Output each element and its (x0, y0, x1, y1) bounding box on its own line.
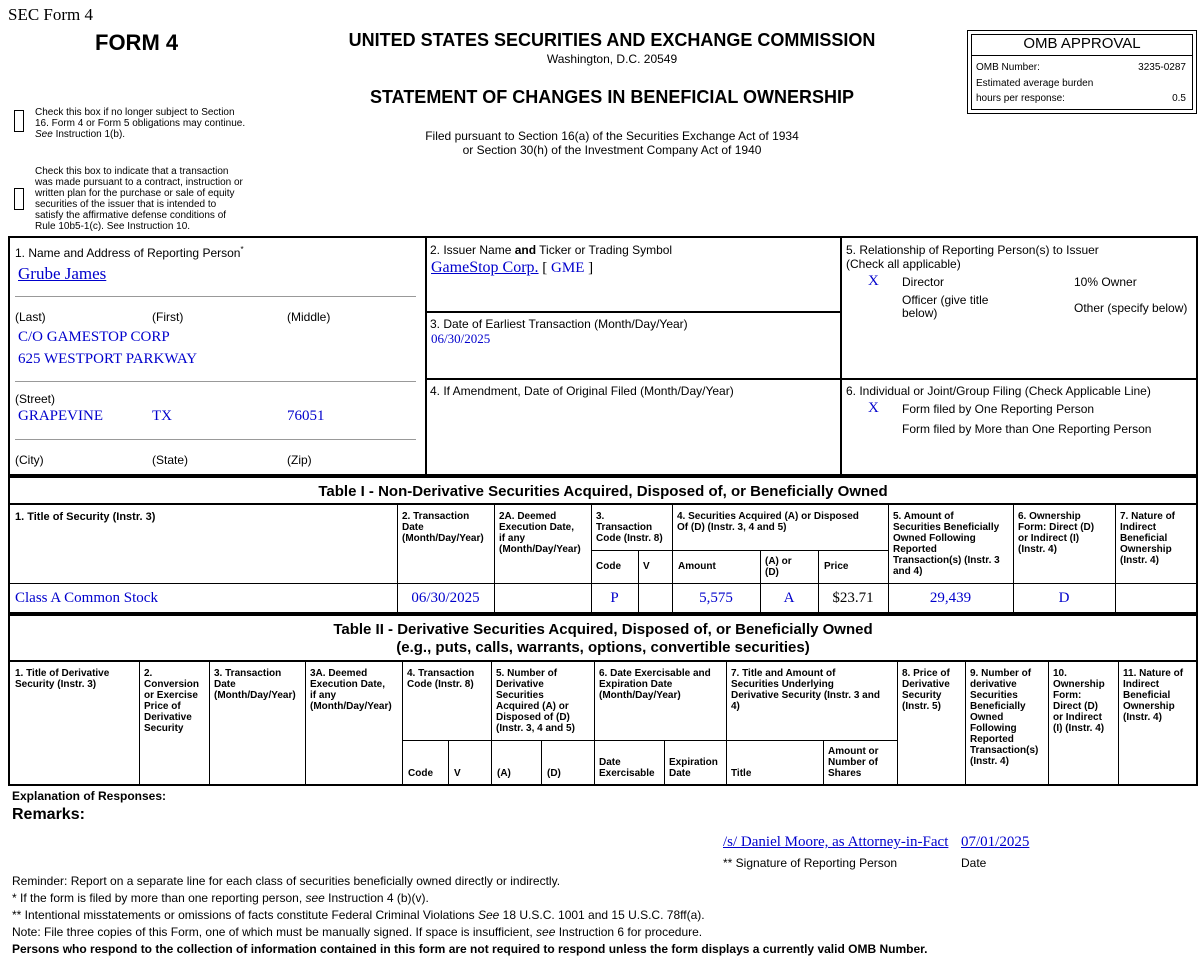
t1-col6-header: 6. Ownership Form: Direct (D) or Indirect (I) (Instr. 4) (1018, 511, 1095, 555)
t2-sub-date-exercisable: Date Exercisable (599, 757, 655, 779)
other-label: Other (specify below) (1074, 301, 1188, 315)
box1-label: 1. Name and Address of Reporting Person* (15, 245, 244, 260)
issuer-name-link[interactable]: GameStop Corp. (431, 259, 539, 276)
reminder-note: Reminder: Report on a separate line for each class of securities beneficially owned directly or indirectly. (12, 874, 561, 888)
t1-row-amount: 5,575 (699, 590, 733, 606)
t1-col4-header: 4. Securities Acquired (A) or Disposed Of (D) (Instr. 3, 4 and 5) (677, 511, 859, 533)
no-longer-subject-text: Check this box if no longer subject to Section 16. Form 4 or Form 5 obligations may continue. See Instruction 1(b). (35, 107, 246, 140)
t1-col1-header: 1. Title of Security (Instr. 3) (15, 511, 156, 523)
omb-burden: 0.5 (1172, 93, 1186, 104)
signature-label: ** Signature of Reporting Person (723, 856, 898, 870)
street-label: (Street) (15, 392, 56, 406)
t1-sub-v: V (643, 561, 650, 572)
t2-sub-amount-shares: Amount or Number of Shares (828, 746, 879, 779)
t1-row-ownership-form: D (1058, 590, 1070, 606)
t1-sub-a-or-d: (A) or (D) (765, 556, 792, 578)
more-reporting-persons-label: Form filed by More than One Reporting Person (902, 422, 1152, 436)
t1-col5-header: 5. Amount of Securities Beneficially Owned Following Reported Transaction(s) (Instr. 3 and 4) (893, 511, 1000, 577)
director-label: Director (902, 275, 945, 289)
t1-row-code: P (610, 590, 619, 606)
last-label: (Last) (15, 310, 46, 324)
sec-form-label: SEC Form 4 (8, 5, 94, 24)
t1-row-owned-following: 29,439 (929, 590, 972, 606)
director-mark: X (868, 273, 879, 289)
box2-label: 2. Issuer Name and Ticker or Trading Symbol (430, 243, 673, 257)
explanation-of-responses: Explanation of Responses: (12, 789, 167, 803)
middle-label: (Middle) (287, 310, 331, 324)
t2-sub-title: Title (731, 768, 752, 779)
t1-row-a-or-d: A (783, 590, 795, 606)
officer-label: Officer (give title below) (902, 293, 989, 320)
t2-col11-header: 11. Nature of Indirect Beneficial Ownership (Instr. 4) (1123, 668, 1184, 723)
omb-number-label: OMB Number: (976, 62, 1040, 73)
ten-percent-owner-label: 10% Owner (1074, 275, 1137, 289)
t2-col4-header: 4. Transaction Code (Instr. 8) (407, 668, 475, 690)
earliest-transaction-date: 06/30/2025 (431, 331, 491, 346)
table1-title: Table I - Non-Derivative Securities Acquired, Disposed of, or Beneficially Owned (318, 483, 888, 500)
t1-row-date: 06/30/2025 (411, 590, 480, 606)
omb-burden-label1: Estimated average burden (976, 78, 1094, 89)
multiple-persons-note: * If the form is filed by more than one reporting person, see Instruction 4 (b)(v). (12, 891, 429, 905)
t1-row-security-title: Class A Common Stock (15, 590, 158, 606)
date-label: Date (961, 856, 987, 870)
t1-sub-price: Price (824, 561, 849, 572)
t2-sub-code: Code (408, 768, 433, 779)
t2-sub-v: V (454, 768, 461, 779)
omb-persons-note: Persons who respond to the collection of information contained in this form are not required to respond unless the form displays a currently valid OMB Number. (12, 942, 928, 956)
omb-number: 3235-0287 (1138, 62, 1186, 73)
box6-label: 6. Individual or Joint/Group Filing (Check Applicable Line) (846, 384, 1151, 398)
table2-title-line1: Table II - Derivative Securities Acquired, Disposed of, or Beneficially Owned (333, 621, 873, 638)
t1-col7-header: 7. Nature of Indirect Beneficial Ownership (Instr. 4) (1120, 511, 1176, 566)
address-line1: C/O GAMESTOP CORP (18, 329, 170, 345)
box3-label: 3. Date of Earliest Transaction (Month/Day/Year) (430, 317, 688, 331)
t1-sub-amount: Amount (678, 561, 716, 572)
t2-col3-header: 3. Transaction Date (Month/Day/Year) (214, 668, 296, 701)
t2-col7-header: 7. Title and Amount of Securities Underlying Derivative Security (Instr. 3 and 4) (731, 668, 880, 712)
rule-10b5-1-text: Check this box to indicate that a transaction was made pursuant to a contract, instruction or written plan for the purchase or sale of equity securities of the issuer that is intended to satisfy the affirmative defense conditions of Rule 10b5-1(c). See Instruction 10. (35, 166, 243, 232)
t2-sub-expiration-date: Expiration Date (669, 757, 718, 779)
city-label: (City) (15, 453, 44, 467)
t2-col1-header: 1. Title of Derivative Security (Instr. 3) (15, 668, 110, 690)
t1-sub-code: Code (596, 561, 621, 572)
omb-title: OMB APPROVAL (1023, 35, 1141, 52)
state-label: (State) (152, 453, 189, 467)
rule-10b5-1-checkbox[interactable] (14, 188, 24, 210)
filed-pursuant-line2: or Section 30(h) of the Investment Company Act of 1940 (462, 143, 762, 157)
issuer-line: GameStop Corp. [ GME ] (431, 259, 594, 276)
box4-label: 4. If Amendment, Date of Original Filed (Month/Day/Year) (430, 384, 734, 398)
t2-col3a-header: 3A. Deemed Execution Date, if any (Month/Day/Year) (310, 668, 392, 712)
one-reporting-person-label: Form filed by One Reporting Person (902, 402, 1095, 416)
omb-burden-label2: hours per response: (976, 93, 1065, 104)
one-reporting-person-mark: X (868, 400, 879, 416)
zip-label: (Zip) (287, 453, 312, 467)
t1-col2-header: 2. Transaction Date (Month/Day/Year) (402, 511, 484, 544)
no-longer-subject-checkbox[interactable] (14, 110, 24, 132)
table2-title-line2: (e.g., puts, calls, warrants, options, convertible securities) (396, 639, 810, 656)
t2-col6-header: 6. Date Exercisable and Expiration Date (Month/Day/Year) (599, 668, 711, 701)
first-label: (First) (152, 310, 184, 324)
t2-sub-d: (D) (547, 768, 561, 779)
agency-title: UNITED STATES SECURITIES AND EXCHANGE COMMISSION (348, 30, 876, 50)
statement-title: STATEMENT OF CHANGES IN BENEFICIAL OWNERSHIP (369, 87, 854, 107)
city-value: GRAPEVINE (18, 408, 103, 424)
t2-col10-header: 10. Ownership Form: Direct (D) or Indirect (I) (Instr. 4) (1053, 668, 1105, 734)
signature-date-link[interactable]: 07/01/2025 (961, 834, 1030, 850)
t2-col5-header: 5. Number of Derivative Securities Acquired (A) or Disposed of (D) (Instr. 3, 4 and 5) (496, 668, 575, 734)
t2-sub-a: (A) (497, 768, 511, 779)
misstatements-note: ** Intentional misstatements or omissions of facts constitute Federal Criminal Violations See 18 U.S.C. 1001 and 15 U.S.C. 78ff(a). (12, 908, 705, 922)
signature-link[interactable]: /s/ Daniel Moore, as Attorney-in-Fact (723, 834, 949, 850)
remarks-label: Remarks: (12, 806, 85, 823)
ticker-symbol: GME (551, 260, 585, 276)
filed-pursuant-line1: Filed pursuant to Section 16(a) of the Securities Exchange Act of 1934 (425, 129, 799, 143)
box5-label1: 5. Relationship of Reporting Person(s) to Issuer (846, 243, 1099, 257)
reporting-person-name-link[interactable]: Grube James (18, 264, 107, 283)
address-line2: 625 WESTPORT PARKWAY (18, 351, 198, 367)
t1-col3-header: 3. Transaction Code (Instr. 8) (596, 511, 663, 544)
t1-col2a-header: 2A. Deemed Execution Date, if any (Month/Day/Year) (499, 511, 581, 555)
agency-city: Washington, D.C. 20549 (546, 52, 678, 66)
box5-label2: (Check all applicable) (846, 257, 961, 271)
t2-col2-header: 2. Conversion or Exercise Price of Derivative Security (144, 668, 200, 734)
zip-value: 76051 (287, 408, 325, 424)
state-value: TX (152, 408, 172, 424)
copies-note: Note: File three copies of this Form, one of which must be manually signed. If space is insufficient, see Instruction 6 for procedure. (12, 925, 703, 939)
t2-col9-header: 9. Number of derivative Securities Beneficially Owned Following Reported Transaction(s) (Instr. 4) (970, 668, 1039, 767)
t1-row-price: $23.71 (832, 590, 874, 606)
form-title: FORM 4 (95, 30, 179, 55)
t2-col8-header: 8. Price of Derivative Security (Instr. 5) (902, 668, 950, 712)
